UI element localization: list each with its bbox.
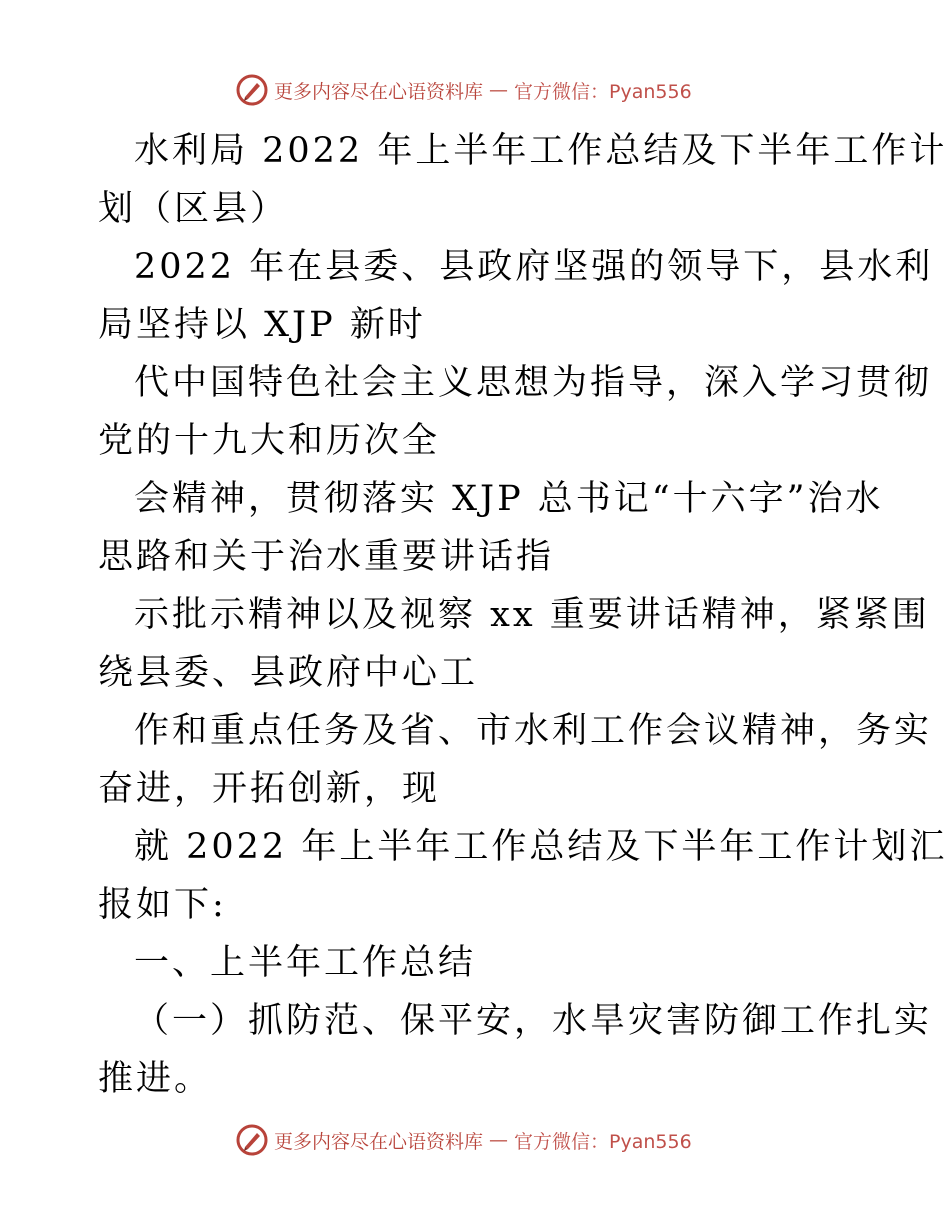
paragraph-line: 示批示精神以及视察 xx 重要讲话精神，紧紧围: [134, 595, 930, 635]
paragraph-line: 代中国特色社会主义思想为指导，深入学习贯彻: [134, 363, 933, 403]
paragraph-line-cont: 思路和关于治水重要讲话指: [98, 537, 555, 577]
pen-circle-icon: [236, 1124, 268, 1156]
subsection-heading: （一）抓防范、保平安，水旱灾害防御工作扎实: [134, 1001, 933, 1041]
pen-circle-icon: [236, 74, 268, 106]
paragraph-line-cont: 报如下:: [98, 885, 227, 925]
paragraph-line: 会精神，贯彻落实 XJP 总书记“十六字”治水: [134, 479, 884, 519]
title-line-cont: 划（区县）: [98, 189, 289, 229]
section-heading: 一、上半年工作总结: [134, 943, 477, 983]
banner-text: 更多内容尽在心语资料库: [274, 1130, 484, 1153]
paragraph-line: 2022 年在县委、县政府坚强的领导下，县水利: [134, 247, 934, 287]
banner-dash: —: [489, 1129, 509, 1151]
paragraph-line-cont: 绕县委、县政府中心工: [98, 653, 479, 693]
paragraph-line: 作和重点任务及省、市水利工作会议精神，务实: [134, 711, 933, 751]
footer-banner: [236, 1123, 692, 1157]
banner-contact: 官方微信：Pyan556: [514, 80, 692, 103]
title-line: 水利局 2022 年上半年工作总结及下半年工作计: [134, 131, 948, 171]
banner-contact: 官方微信：Pyan556: [514, 1130, 692, 1153]
subsection-heading-cont: 推进。: [98, 1059, 213, 1099]
paragraph-line-cont: 奋进，开拓创新，现: [98, 769, 441, 809]
banner-text: 更多内容尽在心语资料库: [274, 80, 484, 103]
paragraph-line-cont: 局坚持以 XJP 新时: [98, 305, 426, 345]
paragraph-line: 就 2022 年上半年工作总结及下半年工作计划汇: [134, 827, 948, 867]
banner-dash: —: [489, 79, 509, 101]
document-body: [98, 122, 948, 1108]
header-banner: [236, 73, 692, 107]
paragraph-line-cont: 党的十九大和历次全: [98, 421, 441, 461]
